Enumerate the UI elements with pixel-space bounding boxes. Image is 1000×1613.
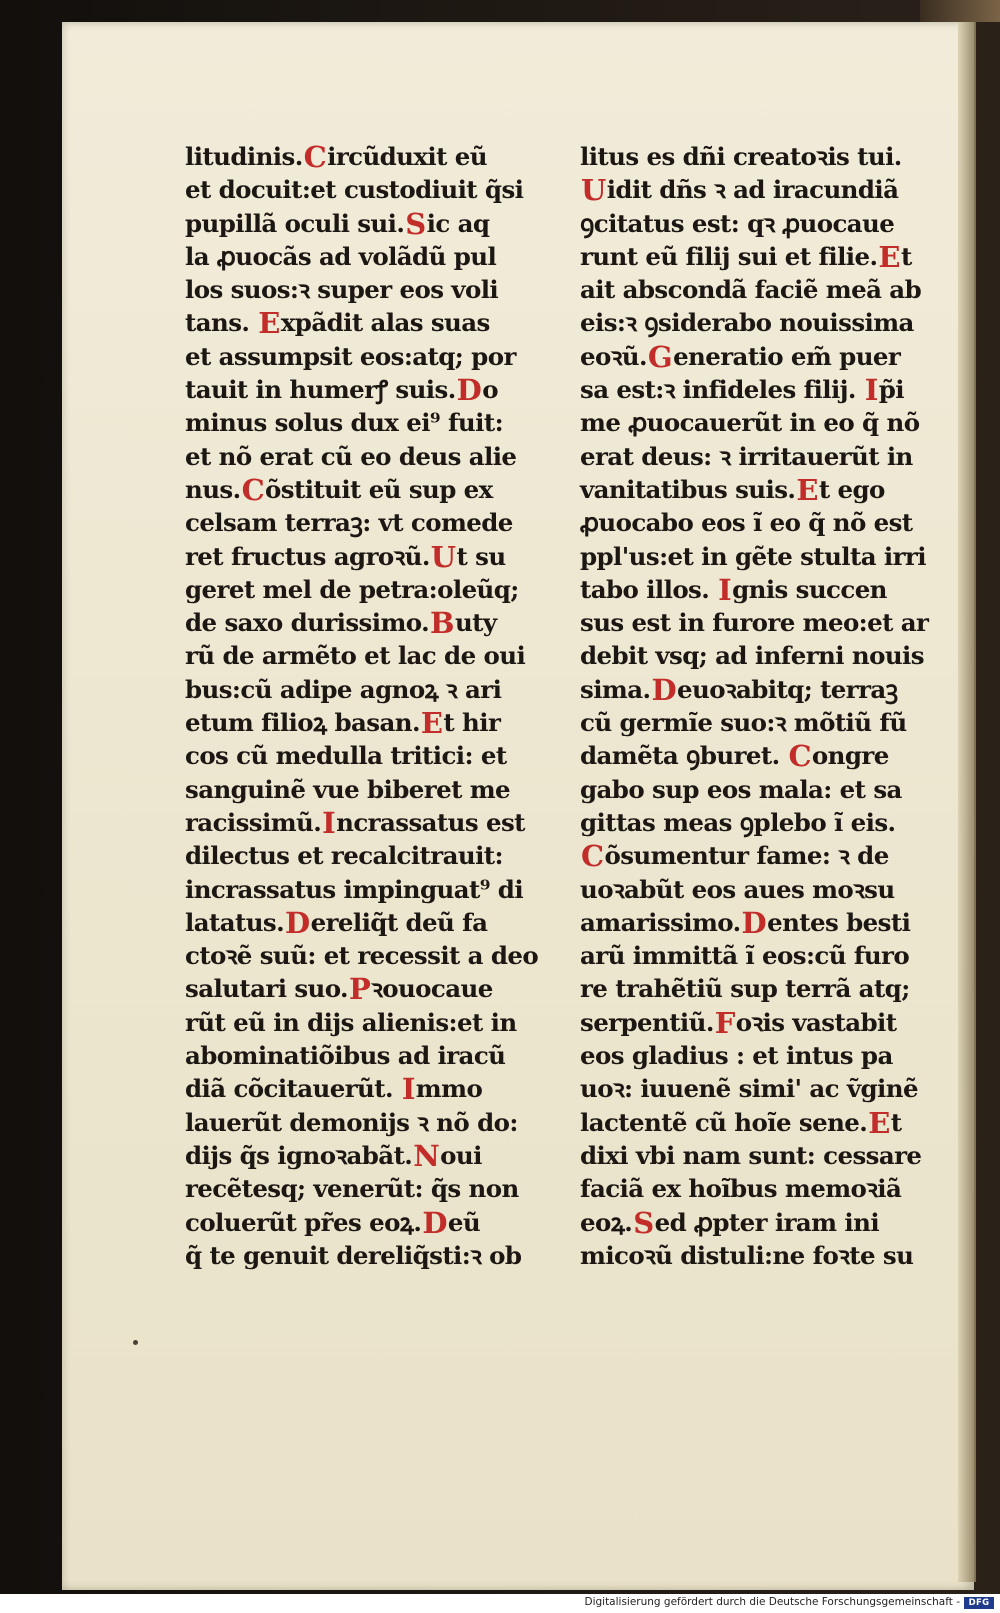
text-segment: coluerũt pr̃es eoꝝ. xyxy=(185,1207,422,1237)
text-line xyxy=(185,1072,560,1105)
text-line xyxy=(580,1139,955,1172)
text-line xyxy=(185,240,560,273)
text-line xyxy=(580,906,955,939)
text-line xyxy=(185,873,560,906)
text-segment: õstituit eũ sup ex xyxy=(265,474,493,504)
text-segment: serpentiũ. xyxy=(580,1007,714,1037)
rubric-initial: U xyxy=(430,539,456,574)
text-segment: ed ꝓpter iram ini xyxy=(654,1207,880,1237)
text-line xyxy=(580,606,955,639)
text-line xyxy=(185,673,560,706)
text-line xyxy=(185,1006,560,1039)
text-line xyxy=(580,739,955,772)
text-line xyxy=(580,1206,955,1239)
text-segment: ncrassatus est xyxy=(336,807,525,837)
text-line xyxy=(185,406,560,439)
text-segment: entes besti xyxy=(767,907,911,937)
dfg-logo: DFG xyxy=(964,1597,994,1609)
text-segment: micoꝛũ distuli:ne foꝛte su xyxy=(580,1240,914,1270)
rubric-initial: E xyxy=(868,1105,890,1140)
text-line xyxy=(580,1106,955,1139)
rubric-initial: S xyxy=(405,206,426,241)
text-segment: o xyxy=(482,375,498,405)
text-segment: gnis succen xyxy=(732,574,887,604)
text-segment: eneratio em̃ puer xyxy=(673,341,901,371)
text-line xyxy=(185,440,560,473)
text-line xyxy=(185,972,560,1005)
text-segment: ait abscondã faciẽ meã ab xyxy=(580,275,922,305)
text-segment: lactentẽ cũ hoĩe sene. xyxy=(580,1107,868,1137)
text-segment: t ego xyxy=(818,474,885,504)
text-line xyxy=(580,673,955,706)
text-segment: incrassatus impinguat⁹ di xyxy=(185,874,524,904)
text-line xyxy=(580,473,955,506)
text-segment: sa est:ꝛ infideles filij. xyxy=(580,375,864,405)
text-line xyxy=(185,506,560,539)
text-segment: oꝛis vastabit xyxy=(735,1007,897,1037)
text-segment: dilectus et recalcitrauit: xyxy=(185,841,503,871)
text-segment: geret mel de petra:oleũq; xyxy=(185,574,519,604)
text-line xyxy=(185,1206,560,1239)
rubric-initial: N xyxy=(413,1138,440,1173)
text-segment: gabo sup eos mala: et sa xyxy=(580,774,902,804)
rubric-initial: D xyxy=(456,373,482,408)
text-segment: eos gladius : et intus pa xyxy=(580,1041,893,1071)
text-segment: debit vsq; ad inferni nouis xyxy=(580,641,924,671)
text-segment: litudinis. xyxy=(185,142,303,171)
text-segment: uoꝛ: iuuenẽ simi' ac ṽginẽ xyxy=(580,1074,918,1104)
text-line xyxy=(185,1039,560,1072)
text-segment: t xyxy=(900,241,912,271)
text-segment: re trahẽtiũ sup terrã atq; xyxy=(580,974,910,1004)
text-segment: latatus. xyxy=(185,907,285,937)
text-segment: et docuit:et custodiuit q̃si xyxy=(185,175,524,205)
text-segment: ereliq̃t deũ fa xyxy=(310,907,488,937)
text-line xyxy=(580,773,955,806)
text-segment: dijs q̃s ignoꝛabãt. xyxy=(185,1140,413,1170)
rubric-initial: D xyxy=(285,905,310,940)
text-segment: uty xyxy=(454,608,497,638)
rubric-initial: E xyxy=(878,239,900,274)
text-segment: cũ germĩe suo:ꝛ mõtiũ fũ xyxy=(580,708,907,738)
text-segment: me ꝓuocauerũt in eo q̃ nõ xyxy=(580,408,920,438)
rubric-initial: I xyxy=(322,805,336,840)
text-line xyxy=(185,473,560,506)
text-segment: ctoꝛẽ suũ: et recessit a deo xyxy=(185,941,539,971)
text-line xyxy=(580,1039,955,1072)
text-line xyxy=(185,173,560,206)
text-segment: celsam terraꝫ: vt comede xyxy=(185,508,513,538)
rubric-initial: B xyxy=(430,606,454,641)
text-line xyxy=(185,1239,560,1272)
text-segment: eis:ꝛ ꝯsiderabo nouissima xyxy=(580,308,914,338)
text-segment: t xyxy=(890,1107,902,1137)
text-segment: bus:cũ adipe agnoꝝ ꝛ ari xyxy=(185,674,502,704)
text-segment: lauerũt demonijs ꝛ nõ do: xyxy=(185,1107,518,1137)
text-column-left xyxy=(185,140,560,1272)
rubric-initial: U xyxy=(581,173,606,208)
text-segment: ongre xyxy=(811,741,889,771)
rubric-initial: G xyxy=(647,339,673,374)
ink-mark xyxy=(133,1340,138,1345)
text-line xyxy=(580,440,955,473)
text-segment: runt eũ filij sui et filie. xyxy=(580,241,878,271)
text-column-right xyxy=(580,140,955,1272)
text-line xyxy=(185,839,560,872)
text-line xyxy=(580,639,955,672)
text-segment: rũ de armẽto et lac de oui xyxy=(185,641,526,671)
text-line xyxy=(185,340,560,373)
text-line xyxy=(580,1072,955,1105)
text-segment: de saxo durissimo. xyxy=(185,608,430,638)
text-line xyxy=(580,972,955,1005)
text-segment: mmo xyxy=(415,1074,483,1104)
text-segment: xpãdit alas suas xyxy=(280,308,490,338)
text-line xyxy=(580,373,955,406)
text-line xyxy=(185,773,560,806)
rubric-initial: D xyxy=(422,1205,447,1240)
text-segment: cos cũ medulla tritici: et xyxy=(185,741,507,771)
text-segment: recẽtesq; venerũt: q̃s non xyxy=(185,1174,519,1204)
text-segment: erat deus: ꝛ irritauerũt in xyxy=(580,441,913,471)
text-segment: pupillã oculi sui. xyxy=(185,208,405,238)
rubric-initial: F xyxy=(714,1005,735,1040)
text-line xyxy=(185,540,560,573)
text-segment: tauit in humerꝭ suis. xyxy=(185,375,456,405)
text-segment: racissimũ. xyxy=(185,807,322,837)
text-line xyxy=(185,373,560,406)
text-line xyxy=(580,1172,955,1205)
book-binding xyxy=(920,0,1000,22)
text-segment: vanitatibus suis. xyxy=(580,474,796,504)
text-segment: la ꝓuocãs ad volãdũ pul xyxy=(185,241,497,271)
text-segment: gittas meas ꝯplebo ĩ eis. xyxy=(580,807,896,837)
rubric-initial: C xyxy=(241,472,265,507)
rubric-initial: E xyxy=(258,306,280,341)
rubric-initial: E xyxy=(796,472,818,507)
page-edge xyxy=(958,22,976,1582)
text-segment: nus. xyxy=(185,474,241,504)
text-segment: sus est in furore meo:et ar xyxy=(580,608,929,638)
text-segment: ppl'us:et in gẽte stulta irri xyxy=(580,541,926,571)
text-segment: et assumpsit eos:atq; por xyxy=(185,341,516,371)
text-line xyxy=(185,906,560,939)
text-line xyxy=(185,1139,560,1172)
text-segment: sanguinẽ vue biberet me xyxy=(185,774,511,804)
text-line xyxy=(185,573,560,606)
rubric-initial: C xyxy=(581,839,604,874)
text-segment: diã cõcitauerũt. xyxy=(185,1074,401,1104)
footer-credit: Digitalisierung gefördert durch die Deutsche Forschungsgemeinschaft - xyxy=(584,1596,960,1608)
text-segment: q̃ te genuit dereliq̃sti:ꝛ ob xyxy=(185,1240,522,1270)
text-line xyxy=(185,140,560,173)
text-line xyxy=(185,939,560,972)
text-segment: minus solus dux ei⁹ fuit: xyxy=(185,408,504,438)
text-line xyxy=(185,207,560,240)
text-line xyxy=(580,839,955,872)
text-segment: t hir xyxy=(443,708,501,738)
text-segment: idit dñs ꝛ ad iracundiã xyxy=(606,175,899,205)
text-line xyxy=(580,273,955,306)
text-segment: ꝯcitatus est: qꝛ ꝓuocaue xyxy=(580,208,895,238)
text-line xyxy=(580,140,955,173)
text-segment: oui xyxy=(440,1140,482,1170)
rubric-initial: I xyxy=(864,373,878,408)
text-line xyxy=(580,806,955,839)
text-line xyxy=(580,706,955,739)
text-line xyxy=(580,1006,955,1039)
text-segment: ic aq xyxy=(426,208,490,238)
text-segment: abominatiõibus ad iracũ xyxy=(185,1041,506,1071)
rubric-initial: C xyxy=(303,140,327,174)
text-segment: amarissimo. xyxy=(580,907,741,937)
rubric-initial: P xyxy=(348,972,371,1007)
text-line xyxy=(580,406,955,439)
text-segment: sima. xyxy=(580,674,651,704)
text-segment: dixi vbi nam sunt: cessare xyxy=(580,1140,922,1170)
text-segment: ret fructus agroꝛũ. xyxy=(185,541,430,571)
text-line xyxy=(185,806,560,839)
text-segment: faciã ex hoĩbus memoꝛiã xyxy=(580,1174,902,1204)
text-line xyxy=(580,173,955,206)
rubric-initial: C xyxy=(788,739,811,774)
text-line xyxy=(185,706,560,739)
text-line xyxy=(580,939,955,972)
text-segment: euoꝛabitq; terraꝫ xyxy=(677,674,898,704)
text-line xyxy=(185,606,560,639)
text-line xyxy=(185,273,560,306)
text-segment: et nõ erat cũ eo deus alie xyxy=(185,441,517,471)
text-segment: litus es dñi creatoꝛis tui. xyxy=(580,142,902,171)
text-line xyxy=(580,873,955,906)
text-line xyxy=(580,306,955,339)
text-segment: õsumentur fame: ꝛ de xyxy=(604,841,889,871)
rubric-initial: D xyxy=(741,905,767,940)
text-segment: t su xyxy=(456,541,506,571)
text-line xyxy=(580,207,955,240)
text-line xyxy=(580,1239,955,1272)
text-line xyxy=(185,1106,560,1139)
text-segment: uoꝛabũt eos aues moꝛsu xyxy=(580,874,895,904)
text-line xyxy=(580,540,955,573)
rubric-initial: I xyxy=(401,1072,415,1107)
text-line xyxy=(580,240,955,273)
text-segment: arũ immittã ĩ eos:cũ furo xyxy=(580,941,910,971)
text-segment: rũt eũ in dijs alienis:et in xyxy=(185,1007,517,1037)
text-segment: ꝓuocabo eos ĩ eo q̃ nõ est xyxy=(580,508,913,538)
text-segment: los suos:ꝛ super eos voli xyxy=(185,275,499,305)
text-segment: tans. xyxy=(185,308,258,338)
text-line xyxy=(580,340,955,373)
text-line xyxy=(185,639,560,672)
text-segment: salutari suo. xyxy=(185,974,348,1004)
text-line xyxy=(580,573,955,606)
text-segment: eũ xyxy=(447,1207,481,1237)
rubric-initial: E xyxy=(420,706,443,741)
text-segment: eoꝛũ. xyxy=(580,341,647,371)
text-segment: damẽta ꝯburet. xyxy=(580,741,788,771)
text-segment: p̃i xyxy=(878,375,904,405)
text-segment: ircũduxit eũ xyxy=(327,142,487,171)
text-line xyxy=(185,1172,560,1205)
text-line xyxy=(580,506,955,539)
text-segment: ꝛouocaue xyxy=(371,974,493,1004)
rubric-initial: D xyxy=(651,672,676,707)
text-segment: eoꝝ. xyxy=(580,1207,633,1237)
text-segment: tabo illos. xyxy=(580,574,718,604)
rubric-initial: S xyxy=(633,1205,654,1240)
text-segment: etum filioꝝ basan. xyxy=(185,708,420,738)
rubric-initial: I xyxy=(718,572,732,607)
text-line xyxy=(185,739,560,772)
text-line xyxy=(185,306,560,339)
